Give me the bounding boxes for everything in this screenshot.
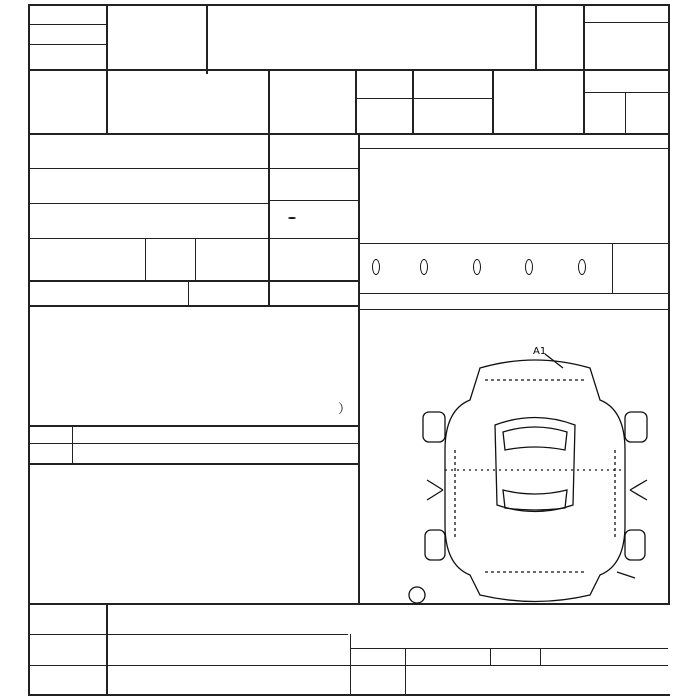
mark-top: A1 [533, 346, 547, 357]
equip-airbag [525, 261, 533, 273]
fuel-gasoline [288, 217, 296, 219]
equip-abs [473, 261, 481, 273]
equip-aw [578, 261, 586, 273]
repair-close: ） [338, 402, 352, 417]
equip-ps [372, 261, 380, 273]
car-diagram [395, 340, 670, 605]
equip-pw [420, 261, 428, 273]
